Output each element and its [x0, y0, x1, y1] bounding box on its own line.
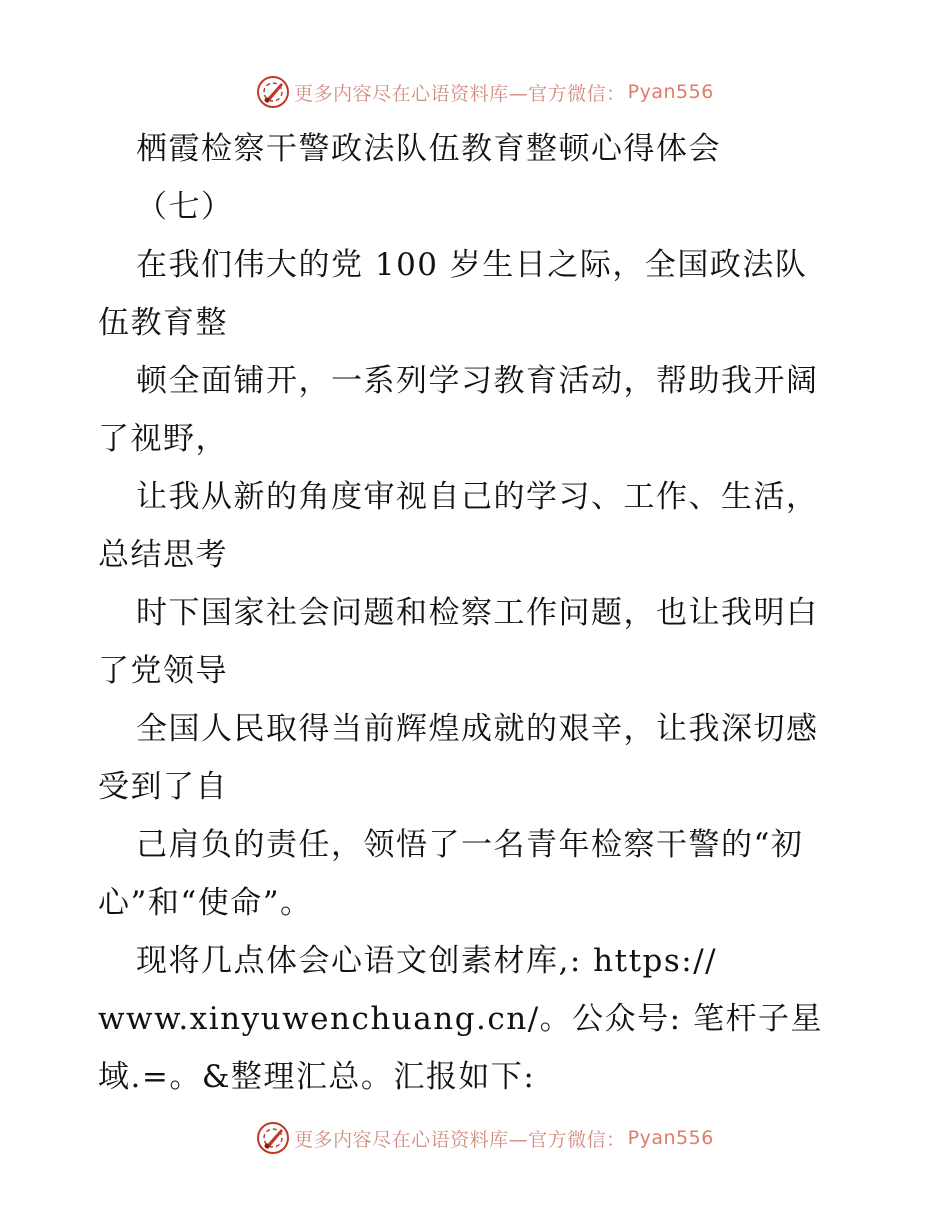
watermark-group [256, 75, 714, 109]
body-line: 总结思考 [98, 537, 228, 573]
document-body [98, 120, 878, 1106]
body-line-url: www.xinyuwenchuang.cn/。公众号: 笔杆子星 [98, 1001, 823, 1037]
watermark-text: 更多内容尽在心语资料库—官方微信： [294, 82, 626, 105]
document-title: 栖霞检察干警政法队伍教育整顿心得体会 [136, 131, 721, 167]
body-line: 伍教育整 [98, 305, 228, 341]
body-line: 全国人民取得当前辉煌成就的艰辛，让我深切感 [136, 711, 819, 747]
watermark-wechat-id: Pyan556 [627, 1127, 714, 1149]
body-line: 现将几点体会心语文创素材库,: https:// [136, 943, 718, 979]
footer-watermark [0, 1118, 950, 1158]
header-watermark [0, 72, 950, 112]
body-line: 了视野， [98, 421, 228, 457]
body-line: 心”和“使命”。 [98, 885, 313, 921]
body-line: 受到了自 [98, 769, 228, 805]
brush-logo-icon [256, 1121, 290, 1155]
watermark-group [256, 1121, 714, 1155]
body-line: 己肩负的责任，领悟了一名青年检察干警的“初 [136, 827, 804, 863]
document-subtitle: （七） [136, 189, 234, 225]
body-line: 在我们伟大的党 100 岁生日之际，全国政法队 [136, 247, 808, 283]
body-line: 域.=。&整理汇总。汇报如下: [98, 1059, 536, 1095]
body-line: 了党领导 [98, 653, 228, 689]
watermark-text: 更多内容尽在心语资料库—官方微信： [294, 1128, 626, 1151]
brush-logo-icon [256, 75, 290, 109]
body-line: 顿全面铺开，一系列学习教育活动，帮助我开阔 [136, 363, 819, 399]
body-line: 时下国家社会问题和检察工作问题，也让我明白 [136, 595, 819, 631]
watermark-wechat-id: Pyan556 [627, 81, 714, 103]
body-line: 让我从新的角度审视自己的学习、工作、生活， [136, 479, 819, 515]
